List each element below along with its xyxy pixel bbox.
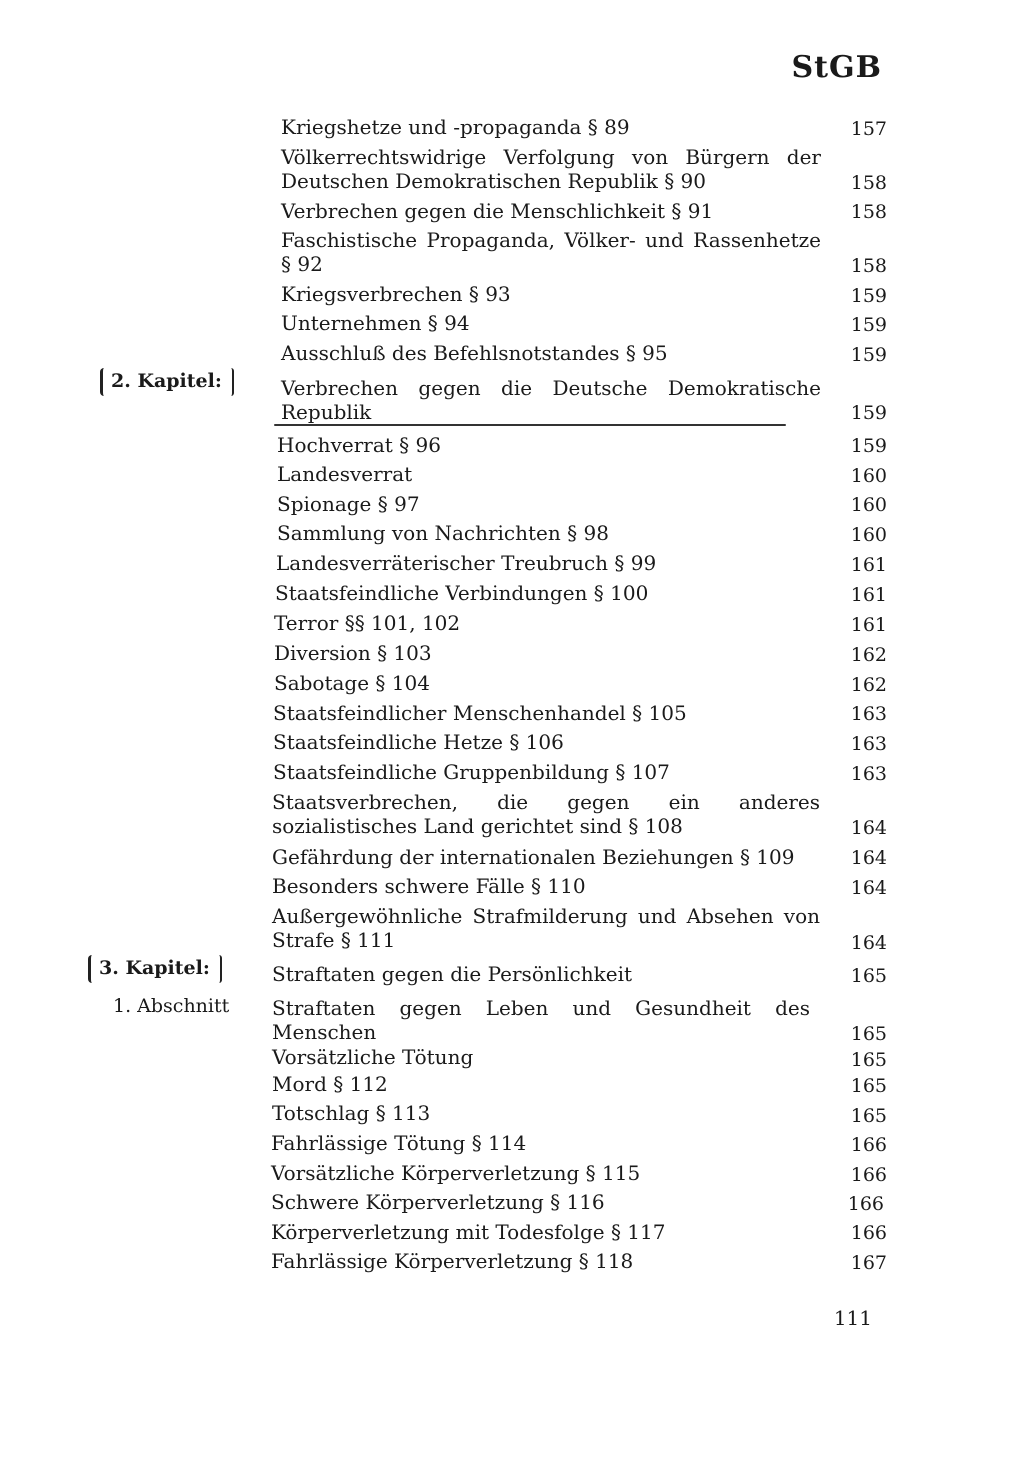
toc-page: 165: [850, 1075, 887, 1097]
toc-page: 164: [850, 932, 887, 954]
toc-page: 163: [850, 703, 887, 725]
toc-entry: Spionage § 97: [277, 492, 420, 516]
toc-entry: Völkerrechtswidrige Verfolgung von Bürgern der Deutschen Demokratischen Republik § 90: [281, 145, 821, 193]
toc-entry: Schwere Körperverletzung § 116: [271, 1190, 605, 1214]
toc-entry: Mord § 112: [272, 1072, 388, 1096]
toc-page: 164: [850, 817, 887, 839]
toc-page: 162: [850, 674, 887, 696]
toc-page: 159: [850, 344, 887, 366]
toc-page: 166: [850, 1134, 887, 1156]
toc-entry: Faschistische Propaganda, Völker- und Rassenhetze § 92: [281, 228, 821, 276]
toc-entry: Landesverräterischer Treubruch § 99: [276, 551, 657, 575]
toc-entry: Staatsfeindlicher Menschenhandel § 105: [273, 701, 687, 725]
toc-page: 163: [850, 733, 887, 755]
toc-entry: Terror §§ 101, 102: [274, 611, 461, 635]
section-1-title: Straftaten gegen Leben und Gesundheit des Menschen: [272, 996, 810, 1044]
chapter-2-label: [100, 370, 234, 392]
toc-page: 160: [850, 524, 887, 546]
chapter-3-bracket: 3. Kapitel:: [88, 955, 222, 983]
toc-entry: Gefährdung der internationalen Beziehungen § 109: [272, 845, 795, 869]
toc-page: 159: [850, 435, 887, 457]
chapter-3-label: [88, 957, 222, 979]
chapter-2-underline: [274, 424, 786, 426]
toc-entry: Unternehmen § 94: [281, 311, 470, 335]
toc-page: 166: [850, 1222, 887, 1244]
section-1-label: 1. Abschnitt: [113, 995, 230, 1017]
running-header: StGB: [791, 50, 882, 85]
toc-entry: Fahrlässige Körperverletzung § 118: [271, 1249, 634, 1273]
toc-entry: Verbrechen gegen die Menschlichkeit § 91: [281, 199, 714, 223]
chapter-3-title: Straftaten gegen die Persönlichkeit: [272, 962, 633, 986]
toc-entry: Körperverletzung mit Todesfolge § 117: [271, 1220, 666, 1244]
toc-page: 159: [850, 402, 887, 424]
toc-entry: Sabotage § 104: [274, 671, 430, 695]
toc-page: 161: [850, 554, 887, 576]
toc-entry: Staatsfeindliche Verbindungen § 100: [275, 581, 649, 605]
toc-page: 158: [850, 201, 887, 223]
toc-page: 161: [850, 584, 887, 606]
toc-entry: Staatsfeindliche Hetze § 106: [273, 730, 564, 754]
toc-page: 159: [850, 314, 887, 336]
toc-page: 159: [850, 285, 887, 307]
toc-page: 166: [847, 1193, 884, 1215]
chapter-2-title: Verbrechen gegen die Deutsche Demokratische Republik: [281, 376, 821, 424]
toc-page: 158: [850, 255, 887, 277]
toc-entry: Vorsätzliche Körperverletzung § 115: [271, 1161, 641, 1185]
toc-entry: Staatsfeindliche Gruppenbildung § 107: [273, 760, 670, 784]
toc-entry: Staatsverbrechen, die gegen ein anderes sozialistisches Land gerichtet sind § 108: [272, 790, 820, 838]
toc-entry: Fahrlässige Tötung § 114: [271, 1131, 527, 1155]
toc-page: 160: [850, 494, 887, 516]
toc-entry: Diversion § 103: [274, 641, 432, 665]
toc-page: 163: [850, 763, 887, 785]
toc-page: 165: [850, 1023, 887, 1045]
toc-page: 165: [850, 965, 887, 987]
toc-page: 161: [850, 614, 887, 636]
toc-entry: Vorsätzliche Tötung: [272, 1045, 474, 1069]
toc-page: 165: [850, 1049, 887, 1071]
toc-entry: Kriegshetze und -propaganda § 89: [281, 115, 630, 139]
toc-page: 164: [850, 847, 887, 869]
toc-entry: Totschlag § 113: [272, 1101, 431, 1125]
toc-entry: Kriegsverbrechen § 93: [281, 282, 511, 306]
toc-entry: Landesverrat: [277, 462, 413, 486]
toc-page: 157: [850, 118, 887, 140]
toc-page: 167: [850, 1252, 887, 1274]
toc-page: 160: [850, 465, 887, 487]
page-number-footer: 111: [833, 1306, 872, 1330]
toc-page: 162: [850, 644, 887, 666]
toc-page: 165: [850, 1105, 887, 1127]
chapter-2-bracket: 2. Kapitel:: [100, 368, 234, 396]
toc-entry: Besonders schwere Fälle § 110: [272, 874, 586, 898]
toc-entry: Außergewöhnliche Strafmilderung und Absehen von Strafe § 111: [272, 904, 820, 952]
toc-entry: Hochverrat § 96: [277, 433, 441, 457]
toc-page: 158: [850, 172, 887, 194]
toc-entry: Ausschluß des Befehlsnotstandes § 95: [281, 341, 668, 365]
toc-entry: Sammlung von Nachrichten § 98: [277, 521, 609, 545]
toc-page: 166: [850, 1164, 887, 1186]
toc-page: 164: [850, 877, 887, 899]
